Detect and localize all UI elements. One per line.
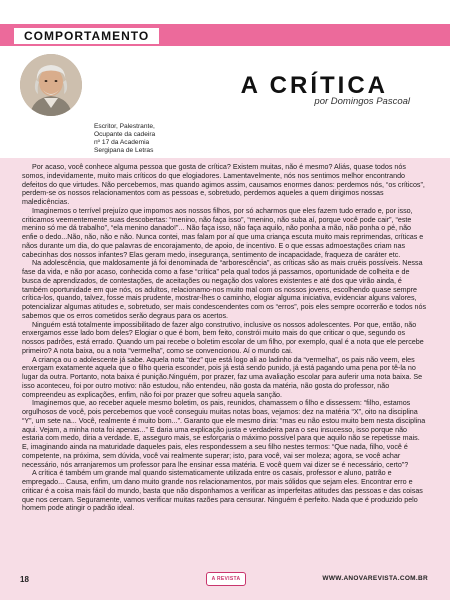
author-caption: [94, 123, 244, 155]
article-body: [22, 163, 428, 513]
section-label: COMPORTAMENTO: [14, 28, 159, 44]
top-margin: [0, 0, 450, 24]
page-number: 18: [20, 575, 29, 584]
article-title: A CRÍTICA: [240, 72, 388, 99]
body-paragraph: Por acaso, você conhece alguma pessoa que gosta de crítica? Existem muitas, não é mesmo? Aliás, quase todos nós somos, indevidamente, muito mais críticos do que elogiadores. Lamentavelmente, nós nos sentimos melhor encontrando defeitos do que virtudes. Não percebemos, mas quando agimos assim, causamos enormes danos: perdemos nós, “os críticos”, perdem-se os nossos relacionamentos com as pessoas e, sobretudo, perdemos aqueles a quem dirigimos nossas maledicências.: [22, 163, 425, 206]
author-photo: [20, 54, 82, 116]
caption-line: nº 17 da Academia: [94, 139, 150, 147]
body-paragraph: A crítica é também um grande mal quando sistematicamente utilizada entre os casais, professor e aluno, patrão e empregado... Causa, enfim, um dano muito grande nos relacionamentos, por mais sólidos que sejam eles. Encontrar erro e criticar é a coisa mais fácil do mundo, basta que não disponhamos a verificar as imperfeitas atitudes das pessoas e das coisas que nos cercam. Seguramente, vamos verificar muitas razões para censurar. Ninguém é perfeito. Nada que é produzido pelo homem pode atingir o padrão ideal.: [22, 469, 423, 513]
body-paragraph: Na adolescência, que maldosamente já foi denominada de “arborescência”, as críticas são as mais cruéis possíveis. Nessa fase da vida, e não por acaso, conhecida como a fase “crítica” pela qual todos já passamos, oportunidade de colheita e de busca de aprendizados, de contestações, de aceitações ou negação dos valores existentes e até dos que virão ainda, é também oportunidade em que nós, os adultos, relacionamo-nos muito mal com os nossos jovens, escolhendo quase sempre crítica-los, quando, talvez, fosse mais prudente, mostrar-lhes o caminho, elogiar alguma iniciativa, evidenciar alguns valores, potencializar algumas atitudes e, sobretudo, ser mais condescendentes com os “erros”, pois eles sempre ocorrerão e todos nós sabemos que os erros cometidos serão degraus para os acertos.: [22, 259, 427, 320]
article-byline: por Domingos Pascoal: [314, 96, 410, 107]
caption-line: Ocupante da cadeira: [94, 131, 156, 139]
caption-line: Escritor, Palestrante,: [94, 123, 155, 130]
body-paragraph: Imaginemos o terrível prejuízo que impomos aos nossos filhos, por só acharmos que eles fazem tudo errado e, por isso, criticamos veementemente suas descobertas: “menino, não faça isso”, “menino, não suba aí, porque você pode cair”, “este menino só me dá trabalho”, “ela menino danado!”... Não faça isso, não faça aquilo, não ponha a mão, não ponha o pé, não enfie o dedo...Não, não, não e não. Nunca contei, mas falam por aí que uma criança escuta muito mais reprimendas, críticas e nãos durante um dia, do que palavras de encorajamento, de apoio, de incentivo. E o que essas admoestações criam nas cabecinhas dos nossos infantes? Elas geram medo, insegurança, sentimento de incapacidade, fraqueza de caráter etc.: [22, 206, 424, 259]
magazine-url: WWW.ANOVAREVISTA.COM.BR: [322, 575, 428, 582]
magazine-logo: A REVISTA: [206, 572, 246, 586]
caption-line: Sergipana de Letras: [94, 147, 154, 155]
body-paragraph: A criança ou o adolescente já sabe. Aquela nota “dez” que está logo ali ao ladinho da “vermelha”, os pais não veem, eles enxergam exatamente aquela que o filho queria esconder, pois já está sendo punido, já está pagando uma pena por tê-la no lugar da outra. Portanto, nota baixa é punição.Ninguém, por prazer, faz uma avaliação escolar para auferir uma nota baixa. Se isso aconteceu, foi por outro motivo: não estudou, não entendeu, não gosta da matéria, não gosta do professor, não compreendeu as explicações, enfim, não foi por prazer que sofreu aquela sanção.: [22, 355, 423, 399]
body-paragraph: Ninguém está totalmente impossibilitado de fazer algo construtivo, inclusive os nossos adolescentes. Por que, então, não enxergamos esse lado bom deles? Elogiar o que é bom, bem feito, constrói muito mais do que criticar o que, segundo os nossos padrões, está errado. Quando um pai recebe o boletim escolar de um filho, por exemplo, qual é a nota que ele percebe primeiro? A nota baixa, ou a nota “vermelha”, como se convencionou. Aí o mundo cai.: [22, 320, 424, 355]
body-paragraph: Imaginemos que, ao receber aquele mesmo boletim, os pais, reunidos, chamassem o filho e dissessem: “filho, estamos orgulhosos de você, pois percebemos que você conseguiu muitas notas boas, vejamos: dez na matéria “X”, oito na disciplina “Y”, um sete na... Você, realmente é muito bom...”. Garanto que ele mesmo diria: “mas eu não estou muito bem nesta disciplina aqui. Vejam, a minha nota foi apenas...” E daria uma explicação justa e verdadeira para o seu insucesso, isso porque não estaria com medo, diria a verdade. E, asseguro mais, se esforçaria o máximo possível para que aquilo não se repetisse mais. E, imaginando ainda na maturidade daqueles pais, eles respondessem a seu filho nestes termos: “Que nada, filho, você é competente, na próxima, sem dúvida, você vai realmente superar; isto, para você, vai ser moleza; agora, se você achar necessário, nós arranjaremos um professor para lhe ensinar essa matéria. E você quem vai dizer se é necessário, certo”?: [22, 399, 426, 469]
